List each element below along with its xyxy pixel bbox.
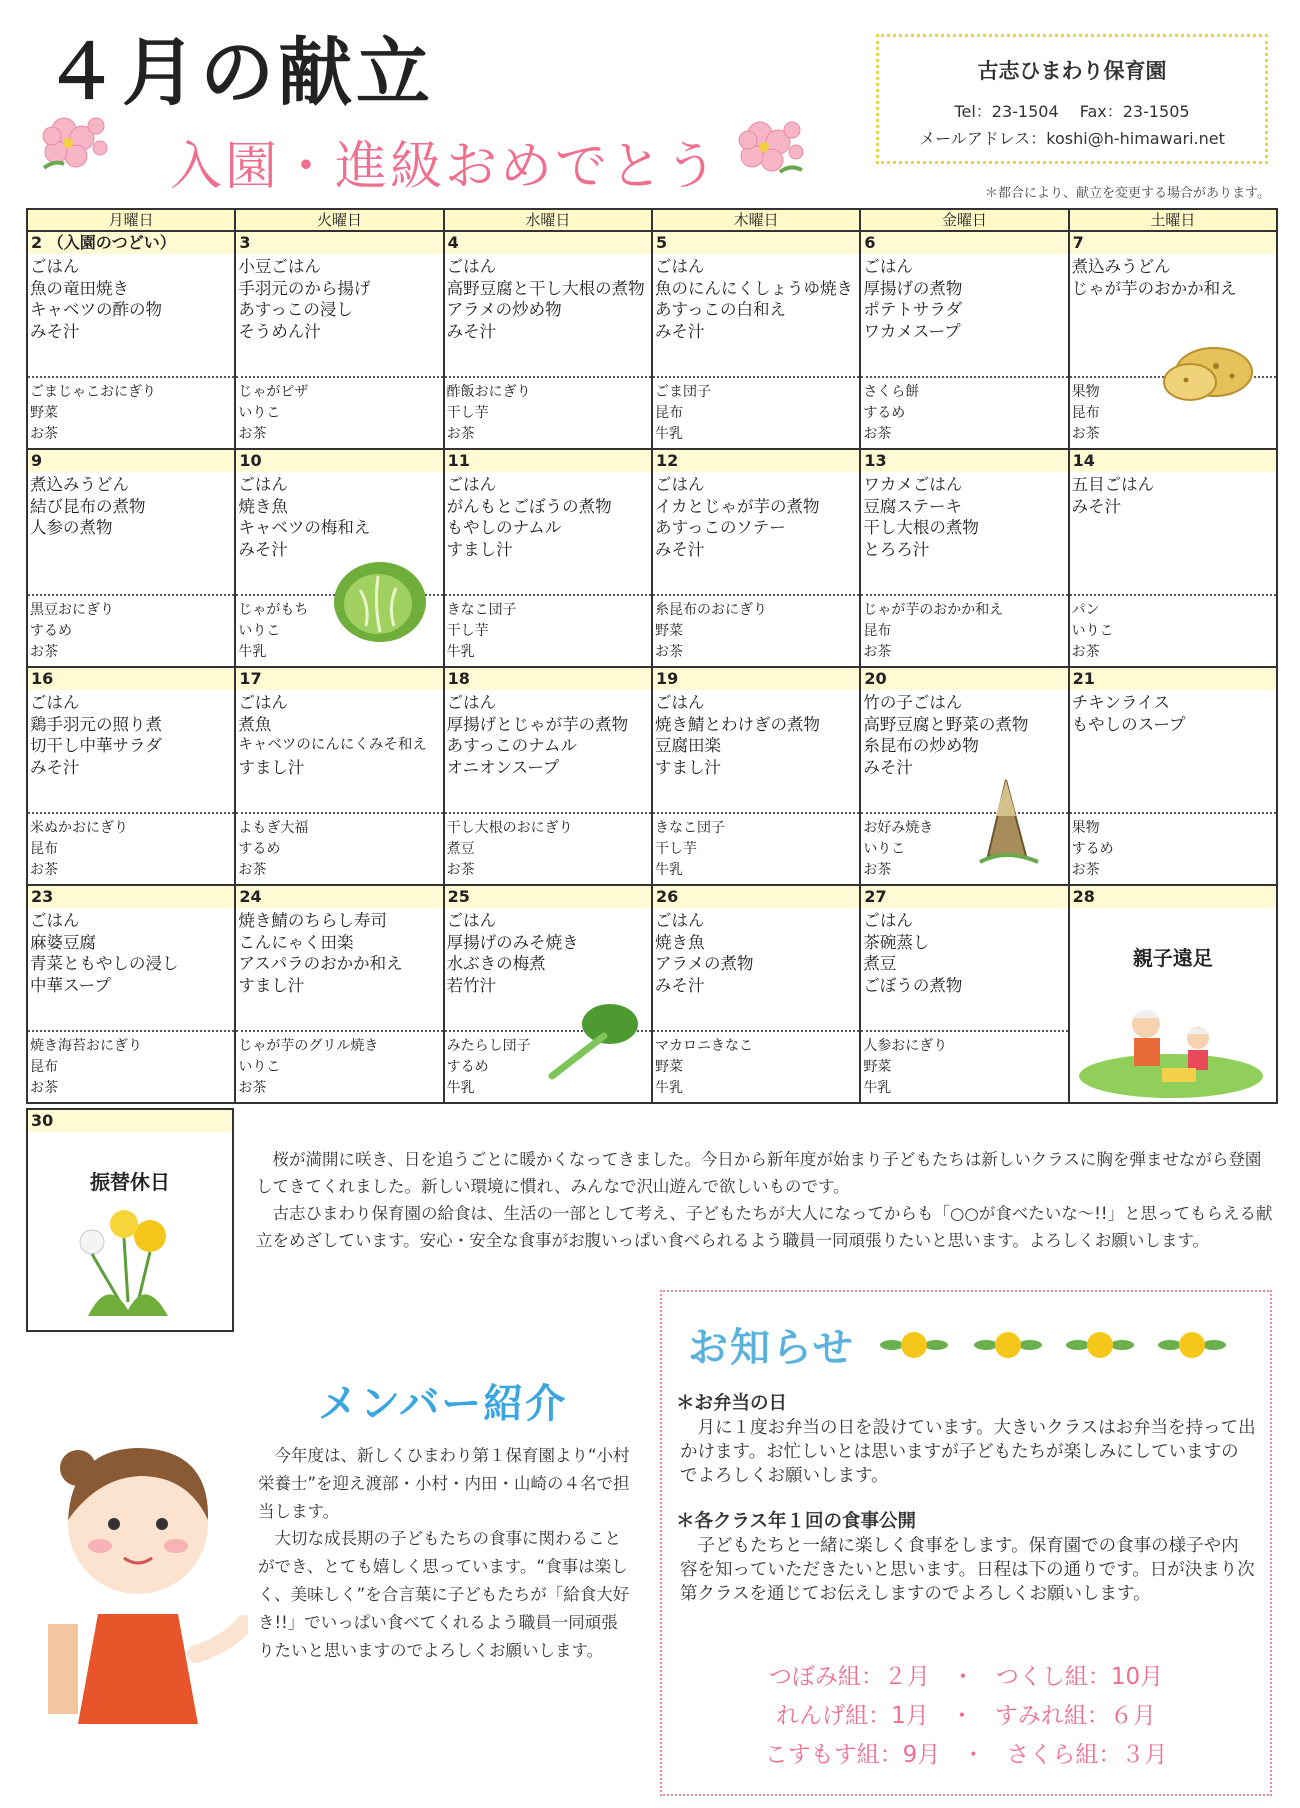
snack-item: 酢飯おにぎり — [446, 384, 531, 400]
snack-item: お茶 — [1071, 426, 1100, 442]
lunch-menu — [236, 690, 442, 808]
snack-item: お茶 — [654, 644, 683, 660]
snack-menu — [861, 376, 1067, 448]
weekday-header: 木曜日 — [652, 209, 860, 231]
lunch-item: 五目ごはん — [1071, 475, 1155, 494]
snack-item: お茶 — [30, 644, 58, 660]
snack-menu — [236, 812, 442, 884]
day-number: 14 — [1070, 450, 1276, 472]
lunch-item: 切干し中華サラダ — [30, 736, 162, 755]
snack-item: 野菜 — [654, 623, 683, 639]
day-number: 25 — [445, 886, 651, 908]
day-number: 30 — [28, 1110, 232, 1132]
calendar-day — [27, 885, 235, 1103]
lunch-item: 厚揚げのみそ焼き — [446, 932, 579, 952]
lunch-item: 焼き魚 — [654, 932, 705, 952]
snack-item: 野菜 — [863, 1059, 892, 1075]
day-number: 27 — [861, 886, 1067, 908]
calendar-day — [1069, 667, 1277, 885]
lunch-item: アラメの炒め物 — [446, 300, 562, 319]
lunch-item: 豆腐田楽 — [654, 736, 721, 755]
calendar-day — [235, 667, 443, 885]
notice-body: 子どもたちと一緒に楽しく食事をします。保育園での食事の様子や内容を知っていただきたいと思います。日程は下の通りです。日が決まり次第クラスを通じてお伝えしますのでよろしくお願いします。 — [680, 1536, 1255, 1604]
day-number: 19 — [653, 668, 859, 690]
day-number: 16 — [28, 668, 234, 690]
lunch-menu — [653, 908, 859, 1026]
lunch-item: みそ汁 — [654, 321, 705, 341]
snack-item: するめ — [863, 405, 906, 421]
menu-calendar — [26, 208, 1278, 1104]
snack-item: いりこ — [1071, 623, 1114, 639]
calendar-day-30 — [26, 1108, 234, 1332]
picnic-family-icon — [1076, 1000, 1266, 1100]
snack-item: お茶 — [863, 644, 892, 660]
lunch-item: 竹の子ごはん — [863, 693, 963, 712]
calendar-day — [27, 449, 235, 667]
calendar-day — [235, 885, 443, 1103]
lunch-menu — [236, 908, 442, 1026]
snack-menu — [445, 376, 651, 448]
class-month: さくら組：３月 — [1006, 1742, 1168, 1768]
intro-message — [256, 1146, 1276, 1254]
snack-item: 牛乳 — [654, 426, 683, 442]
member-title: メンバー紹介 — [318, 1381, 568, 1427]
lunch-item: あすっこのナムル — [446, 736, 577, 755]
lunch-item: そうめん汁 — [238, 321, 321, 341]
lunch-item: 若竹汁 — [446, 975, 497, 995]
lunch-item: 煮込みうどん — [30, 475, 129, 494]
lunch-menu — [653, 254, 859, 372]
lunch-item: もやしのスープ — [1071, 714, 1186, 734]
lunch-item: アスパラのおかか和え — [238, 954, 403, 973]
lunch-item: ごはん — [654, 693, 705, 712]
snack-item: 昆布 — [654, 405, 683, 421]
lunch-item: ごはん — [30, 911, 80, 930]
lunch-item: 干し大根の煮物 — [863, 518, 979, 537]
snack-menu — [653, 376, 859, 448]
snack-item: 牛乳 — [238, 644, 267, 660]
snack-item: お茶 — [1071, 862, 1100, 878]
snack-item: するめ — [30, 623, 72, 639]
calendar-day — [860, 449, 1068, 667]
day-number: 20 — [861, 668, 1067, 690]
snack-item: お茶 — [446, 426, 475, 442]
class-row — [662, 1658, 1270, 1697]
day-number: 9 — [28, 450, 234, 472]
lunch-item: みそ汁 — [654, 539, 705, 559]
snack-menu — [653, 594, 859, 666]
cherry-blossom-icon — [34, 108, 112, 174]
tel-fax: Tel：23-1504 Fax：23-1505 — [954, 102, 1190, 121]
snack-item: 干し芋 — [446, 623, 489, 639]
calendar-week — [27, 449, 1277, 667]
lunch-menu — [1070, 690, 1276, 808]
calendar-day — [1069, 449, 1277, 667]
snack-menu — [445, 812, 651, 884]
lunch-item: 厚揚げの煮物 — [863, 278, 963, 298]
snack-item: いりこ — [238, 623, 281, 639]
lunch-item: 煮魚 — [238, 714, 272, 734]
snack-item: 焼き海苔おにぎり — [30, 1038, 142, 1054]
class-separator: ・ — [961, 1742, 985, 1768]
notice-heading: ＊各クラス年１回の食事公開 — [676, 1511, 916, 1532]
lunch-item: ごはん — [446, 257, 497, 276]
snack-item: 昆布 — [30, 841, 58, 857]
weekday-header: 土曜日 — [1069, 209, 1277, 231]
bamboo-shoot-icon — [976, 776, 1046, 868]
cherry-blossom-icon — [730, 112, 810, 178]
lunch-item: ごはん — [238, 693, 288, 712]
member-paragraph: 今年度は、新しくひまわり第１保育園より“小村栄養士”を迎え渡部・小村・内田・山崎の４名で担当します。 — [258, 1446, 630, 1521]
lunch-menu — [445, 254, 651, 372]
notice-title: お知らせ — [688, 1325, 855, 1371]
email: メールアドレス：koshi@h-himawari.net — [919, 129, 1225, 148]
lunch-menu — [861, 908, 1067, 1026]
member-paragraph: 大切な成長期の子どもたちの食事に関わることができ、とても嬉しく思っています。“食事は楽しく、美味しく”を合言葉に子どもたちが「給食大好き!!」でいっぱい食べてくれるよう職員一同頑張りたいと思いますのでよろしくお願いします。 — [258, 1529, 630, 1660]
snack-menu — [653, 1030, 859, 1102]
lunch-item: ごはん — [446, 693, 497, 712]
lunch-item: ポテトサラダ — [863, 300, 963, 319]
class-separator: ・ — [951, 1664, 975, 1690]
snack-item: 果物 — [1071, 820, 1100, 836]
lunch-item: すまし汁 — [238, 757, 305, 777]
notice-section — [676, 1392, 1256, 1488]
lunch-item: がんもとごぼうの煮物 — [446, 496, 612, 516]
snack-item: 野菜 — [654, 1059, 683, 1075]
snack-item: お茶 — [30, 1080, 58, 1096]
snack-item: じゃがピザ — [238, 384, 309, 400]
lunch-item: チキンライス — [1071, 693, 1170, 712]
lunch-menu — [28, 254, 234, 372]
snack-item: 人参おにぎり — [863, 1038, 948, 1054]
lunch-item: 水ぶきの梅煮 — [446, 954, 546, 973]
lunch-item: 人参の煮物 — [30, 518, 113, 537]
class-schedule — [662, 1658, 1270, 1775]
calendar-day — [652, 231, 860, 449]
snack-item: お茶 — [446, 862, 475, 878]
snack-menu — [236, 376, 442, 448]
lunch-item: 魚のにんにくしょうゆ焼き — [654, 278, 853, 298]
calendar-day — [444, 449, 652, 667]
lunch-item: あすっこの白和え — [654, 300, 786, 319]
snack-item: じゃが芋のグリル焼き — [238, 1038, 379, 1054]
snack-item: みたらし団子 — [446, 1038, 531, 1054]
snack-item: 牛乳 — [863, 1080, 892, 1096]
snack-menu — [653, 812, 859, 884]
notice-body: 月に１度お弁当の日を設けています。大きいクラスはお弁当を持って出かけます。お忙しいとは思いますが子どもたちが楽しみにしていますのでよろしくお願いします。 — [680, 1418, 1256, 1486]
lunch-item: 魚の竜田焼き — [30, 278, 129, 298]
snack-item: いりこ — [863, 841, 906, 857]
snack-item: 昆布 — [1071, 405, 1100, 421]
snack-item: パン — [1071, 602, 1100, 618]
lunch-item: イカとじゃが芋の煮物 — [654, 496, 820, 516]
lunch-menu — [445, 690, 651, 808]
snack-item: 牛乳 — [654, 862, 683, 878]
snack-item: 果物 — [1071, 384, 1100, 400]
day-number: 21 — [1070, 668, 1276, 690]
snack-item: お茶 — [863, 426, 892, 442]
snack-item: いりこ — [238, 1059, 281, 1075]
snack-item: ごま団子 — [654, 384, 711, 400]
lunch-menu — [28, 908, 234, 1026]
contact-box — [876, 34, 1268, 164]
weekday-header: 火曜日 — [235, 209, 443, 231]
lunch-item: 煮込みうどん — [1071, 257, 1171, 276]
lunch-item: 糸昆布の炒め物 — [863, 736, 979, 755]
snack-item: 糸昆布のおにぎり — [654, 602, 767, 618]
lunch-item: ごはん — [446, 475, 497, 494]
potato-icon — [1156, 336, 1256, 408]
lunch-item: 中華スープ — [30, 975, 111, 995]
snack-menu — [1070, 812, 1276, 884]
day-number: 10 — [236, 450, 442, 472]
lunch-menu — [653, 690, 859, 808]
lunch-menu — [653, 472, 859, 590]
calendar-week — [27, 667, 1277, 885]
day-number: 17 — [236, 668, 442, 690]
lunch-item: アラメの煮物 — [654, 954, 754, 973]
calendar-day — [27, 667, 235, 885]
calendar-day — [652, 449, 860, 667]
snack-menu — [28, 376, 234, 448]
snack-item: きなこ団子 — [654, 820, 725, 836]
lunch-item: キャベツの酢の物 — [30, 300, 162, 319]
intro-paragraph: 桜が満開に咲き、日を追うごとに暖かくなってきました。今日から新年度が始まり子どもたちは新しいクラスに胸を弾ませながら登園してきてくれました。新しい環境に慣れ、みんなで沢山遊んで欲しいものです。 — [256, 1150, 1262, 1196]
day-number: 26 — [653, 886, 859, 908]
lunch-item: ごはん — [654, 911, 705, 930]
day-number: 13 — [861, 450, 1067, 472]
calendar-day — [860, 885, 1068, 1103]
lunch-item: すまし汁 — [446, 539, 513, 559]
lunch-item: ごぼうの煮物 — [863, 975, 963, 995]
lunch-menu — [28, 472, 234, 590]
snack-item: マカロニきなこ — [654, 1038, 753, 1054]
lunch-item: ごはん — [654, 475, 705, 494]
lunch-menu — [236, 254, 442, 372]
day-number: 2 （入園のつどい） — [28, 232, 234, 254]
calendar-day — [652, 667, 860, 885]
class-month: つくし組：10月 — [995, 1664, 1164, 1690]
class-row — [662, 1736, 1270, 1775]
lunch-menu — [28, 690, 234, 808]
snack-menu — [28, 594, 234, 666]
lunch-item: キャベツのにんにくみそ和え — [238, 737, 427, 753]
lunch-menu — [861, 254, 1067, 372]
lunch-item: 高野豆腐と野菜の煮物 — [863, 714, 1029, 734]
lunch-item: 豆腐ステーキ — [863, 496, 962, 516]
calendar-day — [860, 231, 1068, 449]
lunch-item: 青菜ともやしの浸し — [30, 954, 179, 973]
lunch-item: みそ汁 — [30, 757, 80, 777]
snack-menu — [1070, 594, 1276, 666]
lunch-item: 厚揚げとじゃが芋の煮物 — [446, 714, 629, 734]
lunch-menu — [1070, 472, 1276, 590]
snack-item: お茶 — [30, 862, 58, 878]
dandelion-row-icon — [878, 1328, 1248, 1362]
lunch-item: ごはん — [863, 911, 913, 930]
snack-item: じゃがもち — [238, 602, 309, 618]
lunch-item: もやしのナムル — [446, 518, 562, 537]
lunch-item: すまし汁 — [238, 975, 305, 995]
lunch-item: 茶碗蒸し — [863, 932, 930, 952]
day-number: 28 — [1070, 886, 1276, 908]
lunch-item: 焼き鯖とわけぎの煮物 — [654, 714, 820, 734]
snack-menu — [445, 594, 651, 666]
lunch-item: とろろ汁 — [863, 539, 930, 559]
snack-item: いりこ — [238, 405, 281, 421]
lunch-item: じゃが芋のおかか和え — [1071, 278, 1237, 298]
fuki-icon — [544, 1000, 640, 1082]
class-month: つぼみ組：２月 — [768, 1664, 930, 1690]
lunch-item: ワカメごはん — [863, 475, 963, 494]
day-number: 23 — [28, 886, 234, 908]
lunch-item: オニオンスープ — [446, 757, 560, 777]
lunch-item: 結び昆布の煮物 — [30, 496, 146, 516]
snack-item: 米ぬかおにぎり — [30, 820, 128, 836]
dandelion-icon — [68, 1206, 188, 1326]
calendar-day — [444, 667, 652, 885]
lunch-item: ごはん — [30, 693, 80, 712]
lunch-item: ごはん — [863, 257, 913, 276]
lunch-item: 高野豆腐と干し大根の煮物 — [446, 278, 645, 298]
snack-item: きなこ団子 — [446, 602, 517, 618]
snack-item: 昆布 — [30, 1059, 58, 1075]
day-number: 24 — [236, 886, 442, 908]
class-month: こすもす組：9月 — [764, 1742, 941, 1768]
snack-item: 干し大根のおにぎり — [446, 820, 573, 836]
lunch-item: 麻婆豆腐 — [30, 932, 96, 952]
class-row — [662, 1697, 1270, 1736]
day-number: 11 — [445, 450, 651, 472]
lunch-item: みそ汁 — [1071, 496, 1122, 516]
day-number: 5 — [653, 232, 859, 254]
school-name: 古志ひまわり保育園 — [977, 59, 1167, 83]
snack-item: じゃが芋のおかか和え — [863, 602, 1004, 618]
day-number: 18 — [445, 668, 651, 690]
lunch-item: ごはん — [238, 475, 288, 494]
snack-item: お茶 — [238, 426, 267, 442]
calendar-week — [27, 231, 1277, 449]
snack-item: 牛乳 — [654, 1080, 683, 1096]
day-number: 12 — [653, 450, 859, 472]
lunch-item: あすっこの浸し — [238, 300, 353, 319]
lunch-item: 煮豆 — [863, 954, 897, 973]
snack-item: するめ — [446, 1059, 489, 1075]
page-title: ４月の献立 — [44, 30, 434, 116]
snack-item: 昆布 — [863, 623, 892, 639]
class-month: れんげ組：1月 — [776, 1703, 929, 1729]
lunch-item: ごはん — [30, 257, 80, 276]
lunch-item: みそ汁 — [863, 757, 913, 777]
notice-section — [676, 1510, 1256, 1606]
snack-item: 牛乳 — [446, 1080, 475, 1096]
notice-heading: ＊お弁当の日 — [676, 1393, 788, 1414]
snack-menu — [28, 1030, 234, 1102]
lunch-item: 小豆ごはん — [238, 257, 321, 276]
intro-paragraph: 古志ひまわり保育園の給食は、生活の一部として考え、子どもたちが大人になってからも「○○が食べたいな～!!」と思ってもらえる献立をめざしています。安心・安全な食事がお腹いっぱい食べられるよう職員一同頑張りたいと思います。よろしくお願いします。 — [256, 1204, 1273, 1250]
day-number: 7 — [1070, 232, 1276, 254]
snack-menu — [28, 812, 234, 884]
day-number: 3 — [236, 232, 442, 254]
lunch-item: みそ汁 — [238, 539, 288, 559]
snack-item: するめ — [238, 841, 281, 857]
lunch-menu — [861, 472, 1067, 590]
snack-item: 煮豆 — [446, 841, 475, 857]
staff-illustration — [28, 1424, 248, 1724]
snack-item: 干し芋 — [446, 405, 489, 421]
lunch-item: みそ汁 — [30, 321, 80, 341]
calendar-day — [27, 231, 235, 449]
snack-item: お茶 — [238, 1080, 267, 1096]
snack-menu — [861, 594, 1067, 666]
lunch-item: 鶏手羽元の照り煮 — [30, 714, 162, 734]
snack-menu — [861, 1030, 1067, 1102]
day-number: 6 — [861, 232, 1067, 254]
lunch-item: すまし汁 — [654, 757, 721, 777]
lunch-item: 焼き鯖のちらし寿司 — [238, 911, 387, 930]
weekday-header: 月曜日 — [27, 209, 235, 231]
snack-item: お茶 — [238, 862, 267, 878]
snack-item: お茶 — [863, 862, 892, 878]
lunch-item: こんにゃく田楽 — [238, 932, 354, 952]
change-note: ＊都合により、献立を変更する場合があります。 — [985, 186, 1270, 201]
lunch-item: 手羽元のから揚げ — [238, 278, 371, 298]
snack-item: お茶 — [30, 426, 58, 442]
lunch-item: みそ汁 — [446, 321, 497, 341]
snack-item: お茶 — [1071, 644, 1100, 660]
lunch-item: ワカメスープ — [863, 321, 961, 341]
class-separator: ・ — [950, 1703, 974, 1729]
lunch-item: ごはん — [446, 911, 497, 930]
lunch-item: ごはん — [654, 257, 705, 276]
weekday-header: 金曜日 — [860, 209, 1068, 231]
class-month: すみれ組：６月 — [994, 1703, 1156, 1729]
cabbage-icon — [330, 560, 430, 644]
calendar-day — [235, 231, 443, 449]
snack-item: 野菜 — [30, 405, 58, 421]
weekday-header: 水曜日 — [444, 209, 652, 231]
snack-item: するめ — [1071, 841, 1114, 857]
day-number: 4 — [445, 232, 651, 254]
lunch-menu — [445, 472, 651, 590]
member-text — [258, 1442, 630, 1664]
snack-item: 黒豆おにぎり — [30, 602, 114, 618]
day-event: 親子遠足 — [1132, 946, 1213, 970]
calendar-day — [444, 231, 652, 449]
lunch-item: キャベツの梅和え — [238, 518, 371, 537]
greeting-banner: 入園・進級おめでとう — [170, 137, 721, 197]
lunch-item: あすっこのソテー — [654, 518, 786, 537]
notice-box — [660, 1290, 1272, 1796]
snack-item: 牛乳 — [446, 644, 475, 660]
snack-item: ごまじゃこおにぎり — [30, 384, 156, 400]
lunch-item: みそ汁 — [654, 975, 705, 995]
snack-item: お好み焼き — [863, 820, 934, 836]
lunch-item: 焼き魚 — [238, 496, 288, 516]
calendar-day — [652, 885, 860, 1103]
snack-item: 干し芋 — [654, 841, 697, 857]
day-event: 振替休日 — [90, 1170, 170, 1194]
snack-item: よもぎ大福 — [238, 820, 309, 836]
snack-menu — [236, 1030, 442, 1102]
snack-item: さくら餅 — [863, 384, 920, 400]
